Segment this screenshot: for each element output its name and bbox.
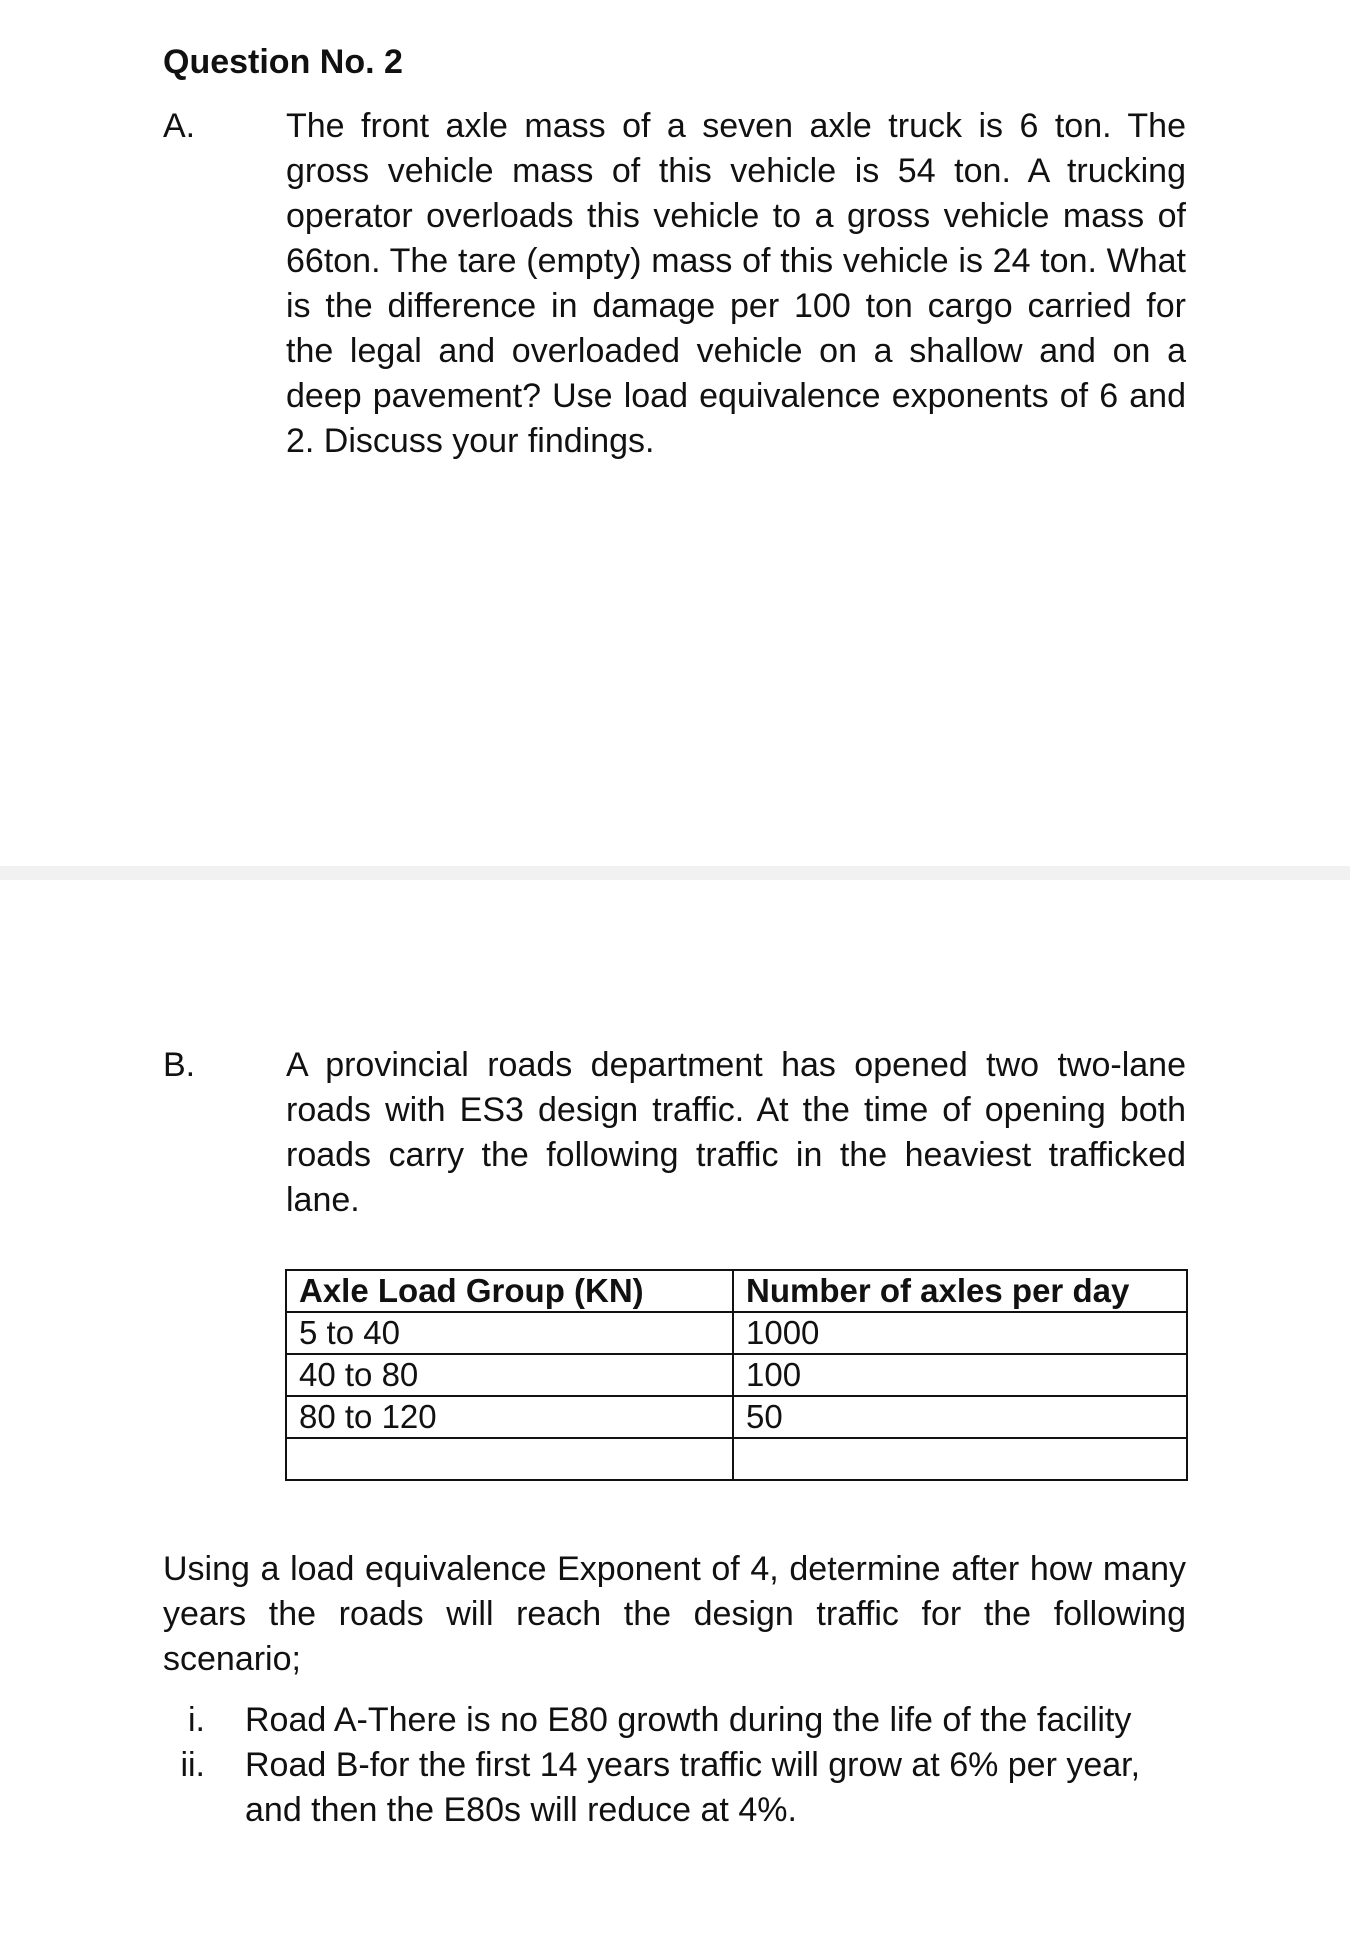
scenario-list: [163, 1698, 1186, 1833]
part-b-marker: B.: [163, 1046, 196, 1084]
table-row: [286, 1312, 1187, 1354]
cell-axles-per-day: 1000: [733, 1312, 1187, 1354]
scenario-text: Road B-for the first 14 years traffic will grow at 6% per year, and then the E80s will reduce at 4%.: [245, 1746, 1141, 1829]
page-separator: [0, 866, 1350, 880]
cell-axles-per-day: 50: [733, 1396, 1187, 1438]
document-page-1: [0, 0, 1350, 866]
list-item: [163, 1698, 1186, 1743]
table-row-empty: [286, 1438, 1187, 1480]
axle-load-table: [285, 1269, 1188, 1481]
part-a-marker: A.: [163, 107, 196, 145]
part-b-instruction: Using a load equivalence Exponent of 4, determine after how many years the roads will reach the design traffic for the following scenario;: [163, 1550, 1186, 1678]
header-number-of-axles: Number of axles per day: [733, 1270, 1187, 1312]
list-item: [163, 1743, 1186, 1833]
question-heading: Question No. 2: [163, 43, 403, 81]
table-row: [286, 1354, 1187, 1396]
scenario-text: Road A-There is no E80 growth during the life of the facility: [245, 1701, 1132, 1739]
cell-axles-per-day: 100: [733, 1354, 1187, 1396]
header-axle-load-group: Axle Load Group (KN): [286, 1270, 733, 1312]
table-row: [286, 1396, 1187, 1438]
scenario-number: ii.: [180, 1746, 205, 1784]
cell-axle-load: 5 to 40: [286, 1312, 733, 1354]
cell-axle-load: [286, 1438, 733, 1480]
table-header-row: [286, 1270, 1187, 1312]
cell-axles-per-day: [733, 1438, 1187, 1480]
part-a-text: The front axle mass of a seven axle truck is 6 ton. The gross vehicle mass of this vehicle is 54 ton. A trucking operator overloads this vehicle to a gross vehicle mass of 66ton. The tare (empty) mass of this vehicle is 24 ton. What is the difference in damage per 100 ton cargo carried for the legal and overloaded vehicle on a shallow and on a deep pavement? Use load equivalence exponents of 6 and 2. Discuss your findings.: [286, 107, 1186, 460]
part-b-text: A provincial roads department has opened two two-lane roads with ES3 design traffic. At the time of opening both roads carry the following traffic in the heaviest trafficked lane.: [286, 1046, 1186, 1219]
cell-axle-load: 40 to 80: [286, 1354, 733, 1396]
scenario-number: i.: [188, 1701, 205, 1739]
cell-axle-load: 80 to 120: [286, 1396, 733, 1438]
